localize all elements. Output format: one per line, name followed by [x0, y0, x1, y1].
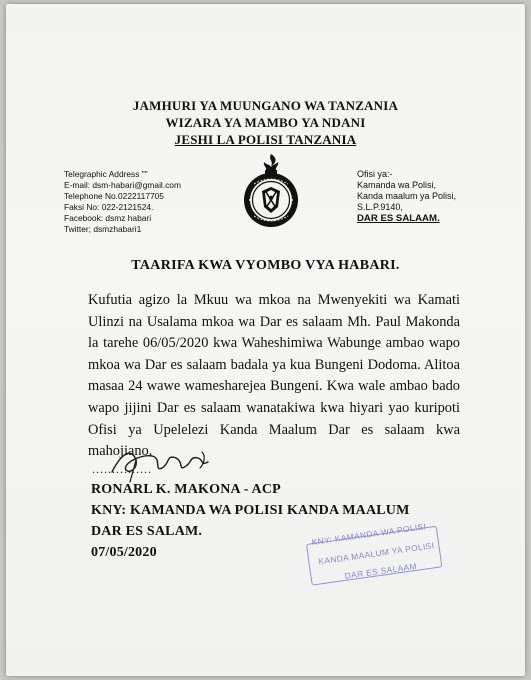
- stamp-line-1: KNY: KAMANDA WA POLISI: [311, 521, 427, 548]
- press-release-title: TAARIFA KWA VYOMBO VYA HABARI.: [131, 258, 400, 273]
- signer-capacity: KNY: KAMANDA WA POLISI KANDA MAALUM: [91, 503, 410, 518]
- fax-line: Faksi No: 022-2121524.: [64, 202, 154, 212]
- office-line-2: Kamanda wa Polisi,: [357, 180, 437, 190]
- twitter-line: Twitter; dsmzhabari1: [64, 224, 142, 234]
- signer-city: DAR ES SALAM.: [91, 524, 203, 539]
- telegraphic-address: Telegraphic Address "": [64, 169, 148, 179]
- facebook-line: Facebook: dsmz habari: [64, 213, 152, 223]
- header-ministry: WIZARA YA MAMBO YA NDANI: [165, 115, 366, 130]
- header-republic: JAMHURI YA MUUNGANO WA TANZANIA: [132, 98, 399, 113]
- header-police: JESHI LA POLISI TANZANIA: [174, 132, 357, 147]
- stamp-line-2: KANDA MAALUM YA POLISI: [317, 540, 435, 567]
- letter-page: [6, 4, 525, 676]
- press-release-body: Kufutia agizo la Mkuu wa mkoa na Mwenyekiti wa Kamati Ulinzi na Usalama mkoa wa Dar es salaam Mh. Paul Makonda la tarehe 06/05/2020 kwa Waheshimiwa Wabunge ambao wapo mkoa wa Dar es salaam badala ya kua Bungeni Dodoma. Alitoa masaa 24 wawe wamesharejea Bungeni. Kwa wale ambao bado wapo jijini Dar es salaam wanatakiwa kwa hiyari yao kuripoti Ofisi ya Upelelezi Kanda Maalum Dar es salaam kwa mahojiano.: [88, 292, 460, 460]
- email-line: E-mail: dsm·habari@gmail.com: [64, 180, 181, 190]
- stamp-line-3: DAR ES SALAAM: [344, 560, 418, 581]
- signer-date: 07/05/2020: [91, 545, 157, 560]
- signature-line: ...............: [92, 462, 152, 476]
- office-stamp: [305, 512, 481, 593]
- office-line-3: Kanda maalum ya Polisi,: [357, 191, 457, 201]
- office-city: DAR ES SALAAM.: [357, 213, 440, 224]
- telephone-line: Telephone No.0222117705: [64, 191, 164, 201]
- police-emblem-icon: [238, 152, 304, 232]
- office-line-1: Ofisi ya:-: [357, 169, 393, 179]
- signer-name: RONARL K. MAKONA - ACP: [91, 482, 281, 497]
- office-line-4: S.L.P.9140,: [357, 202, 403, 212]
